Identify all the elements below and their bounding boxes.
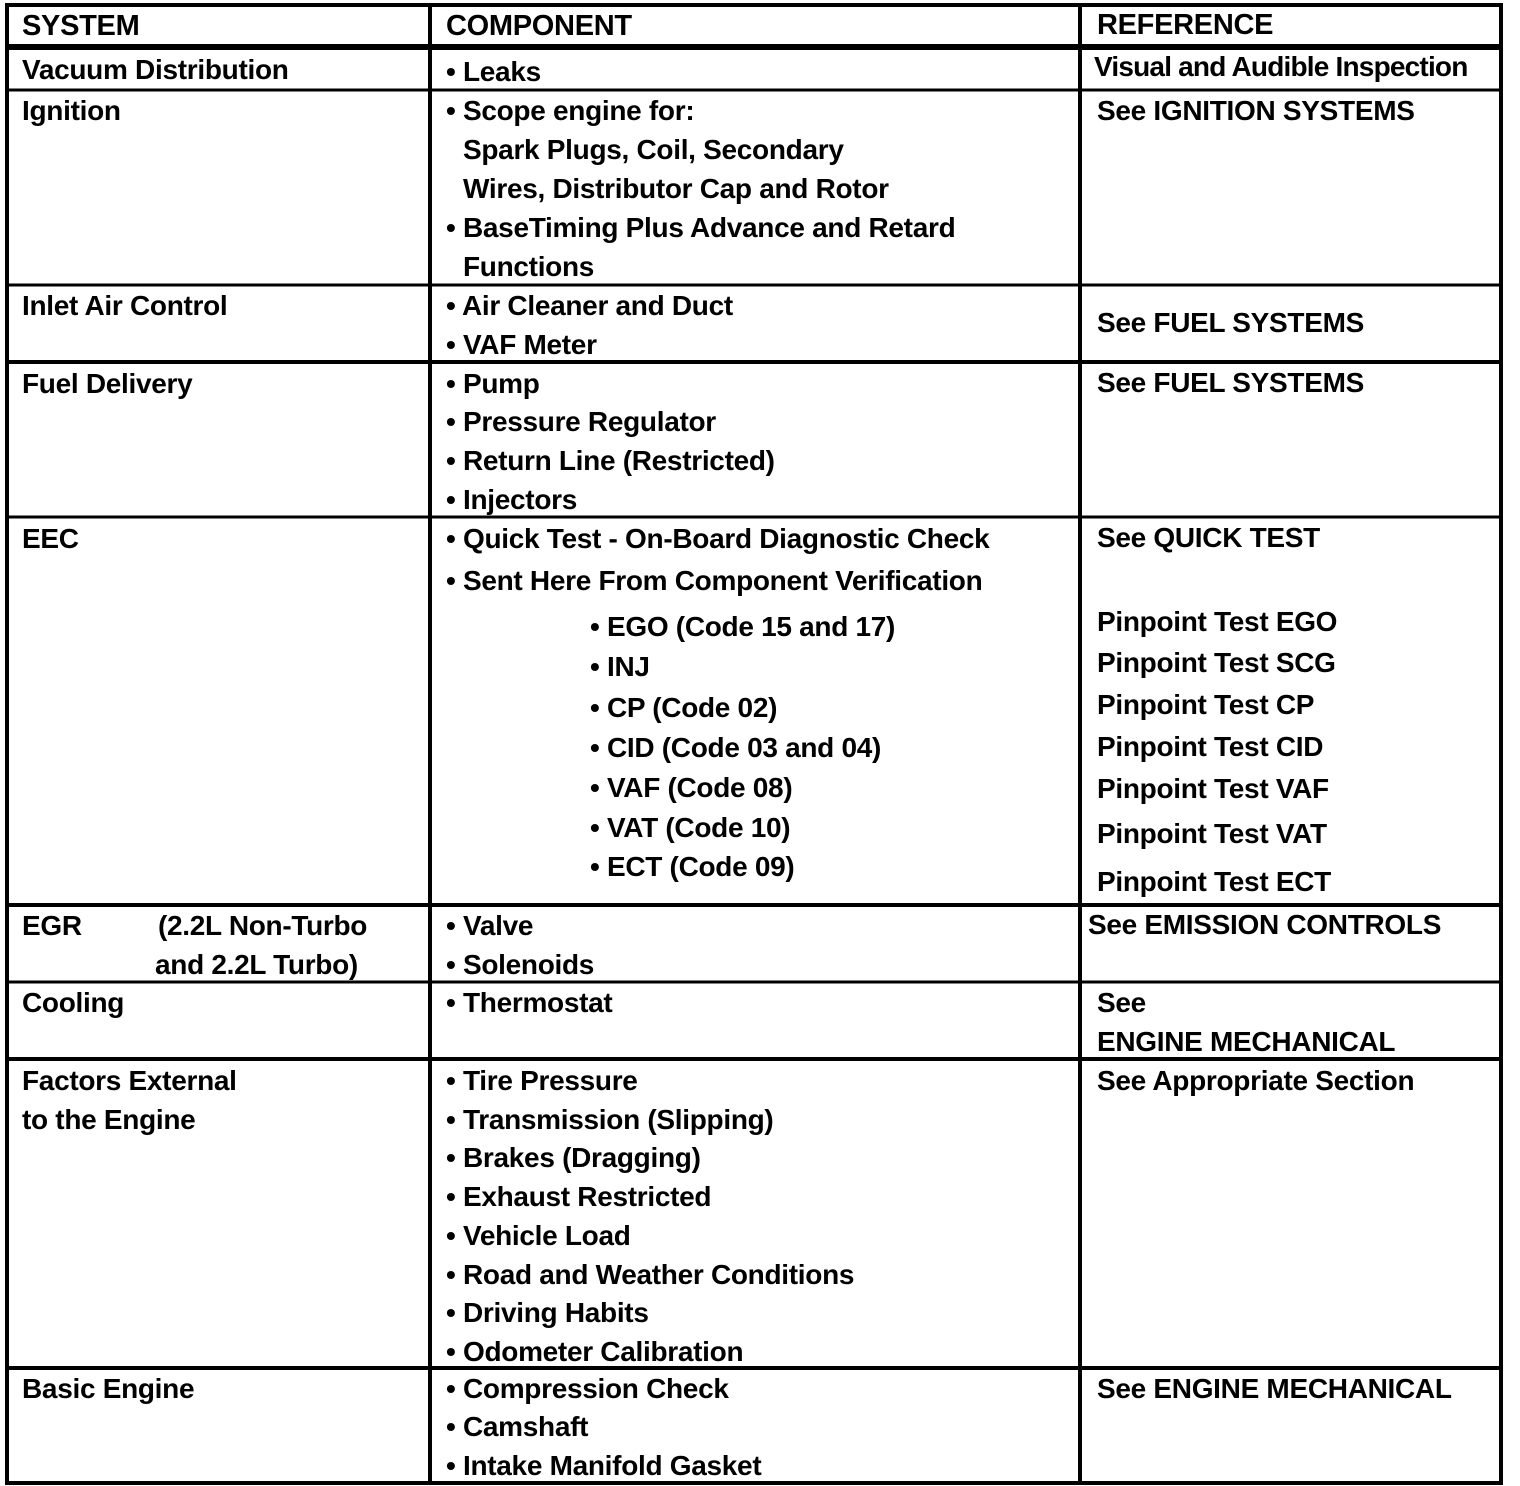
component-item: • Air Cleaner and Duct [446,290,733,321]
component-item: • Return Line (Restricted) [446,445,775,476]
system-cell: EGR [22,910,82,941]
component-item: • Exhaust Restricted [446,1181,712,1212]
reference-cell: Pinpoint Test ECT [1097,866,1331,897]
reference-cell: Pinpoint Test VAF [1097,773,1329,804]
component-item: • Pressure Regulator [446,406,716,437]
component-item: • Scope engine for: [446,95,695,126]
component-item: • Tire Pressure [446,1065,638,1096]
component-subitem: • VAF (Code 08) [590,772,793,803]
reference-cell: Pinpoint Test VAT [1097,818,1327,849]
system-cell: Fuel Delivery [22,368,193,399]
system-cell: EEC [22,523,79,554]
reference-cell: See QUICK TEST [1097,522,1320,553]
system-cell: Cooling [22,987,125,1018]
reference-cell: Pinpoint Test EGO [1097,606,1338,637]
system-cell: to the Engine [22,1104,196,1135]
component-item: • Brakes (Dragging) [446,1142,701,1173]
component-item: • Vehicle Load [446,1220,631,1251]
header-component: COMPONENT [446,10,632,42]
component-item: • Solenoids [446,949,595,980]
component-item: Functions [463,251,595,282]
component-item: • Injectors [446,484,577,515]
system-cell: Inlet Air Control [22,290,228,321]
component-item: • Sent Here From Component Verification [446,565,983,596]
component-item: • Compression Check [446,1373,729,1404]
component-item: • Intake Manifold Gasket [446,1450,762,1481]
system-cell: and 2.2L Turbo) [155,949,358,980]
component-item: • Leaks [446,56,541,87]
component-item: • Valve [446,910,534,941]
system-cell: Basic Engine [22,1373,195,1404]
reference-cell: See FUEL SYSTEMS [1097,307,1364,338]
system-cell: Ignition [22,95,121,126]
component-subitem: • ECT (Code 09) [590,851,795,882]
component-subitem: • CID (Code 03 and 04) [590,732,882,763]
system-cell: (2.2L Non-Turbo [158,910,368,941]
header-system: SYSTEM [22,10,140,42]
component-item: • Camshaft [446,1411,589,1442]
component-subitem: • CP (Code 02) [590,692,778,723]
reference-cell: See IGNITION SYSTEMS [1097,95,1415,126]
component-item: • BaseTiming Plus Advance and Retard [446,212,956,243]
reference-cell: Pinpoint Test CID [1097,731,1324,762]
component-item: Wires, Distributor Cap and Rotor [463,173,889,204]
reference-cell: Visual and Audible Inspection [1094,51,1468,82]
reference-cell: Pinpoint Test SCG [1097,647,1336,678]
reference-cell: See EMISSION CONTROLS [1088,909,1442,940]
header-reference: REFERENCE [1097,9,1274,41]
reference-cell: See [1097,987,1146,1018]
component-item: • Road and Weather Conditions [446,1259,855,1290]
system-cell: Vacuum Distribution [22,54,289,85]
component-item: Spark Plugs, Coil, Secondary [463,134,844,165]
reference-cell: See Appropriate Section [1097,1065,1415,1096]
reference-cell: See FUEL SYSTEMS [1097,367,1364,398]
component-subitem: • INJ [590,651,650,682]
component-item: • Transmission (Slipping) [446,1104,774,1135]
reference-cell: Pinpoint Test CP [1097,689,1315,720]
reference-cell: See ENGINE MECHANICAL [1097,1373,1452,1404]
system-cell: Factors External [22,1065,237,1096]
component-item: • Quick Test - On-Board Diagnostic Check [446,523,990,554]
reference-cell: ENGINE MECHANICAL [1097,1026,1396,1057]
component-item: • Thermostat [446,987,613,1018]
component-item: • VAF Meter [446,329,597,360]
component-item: • Pump [446,368,540,399]
component-item: • Driving Habits [446,1297,649,1328]
component-subitem: • EGO (Code 15 and 17) [590,611,896,642]
component-subitem: • VAT (Code 10) [590,812,791,843]
component-item: • Odometer Calibration [446,1336,744,1367]
